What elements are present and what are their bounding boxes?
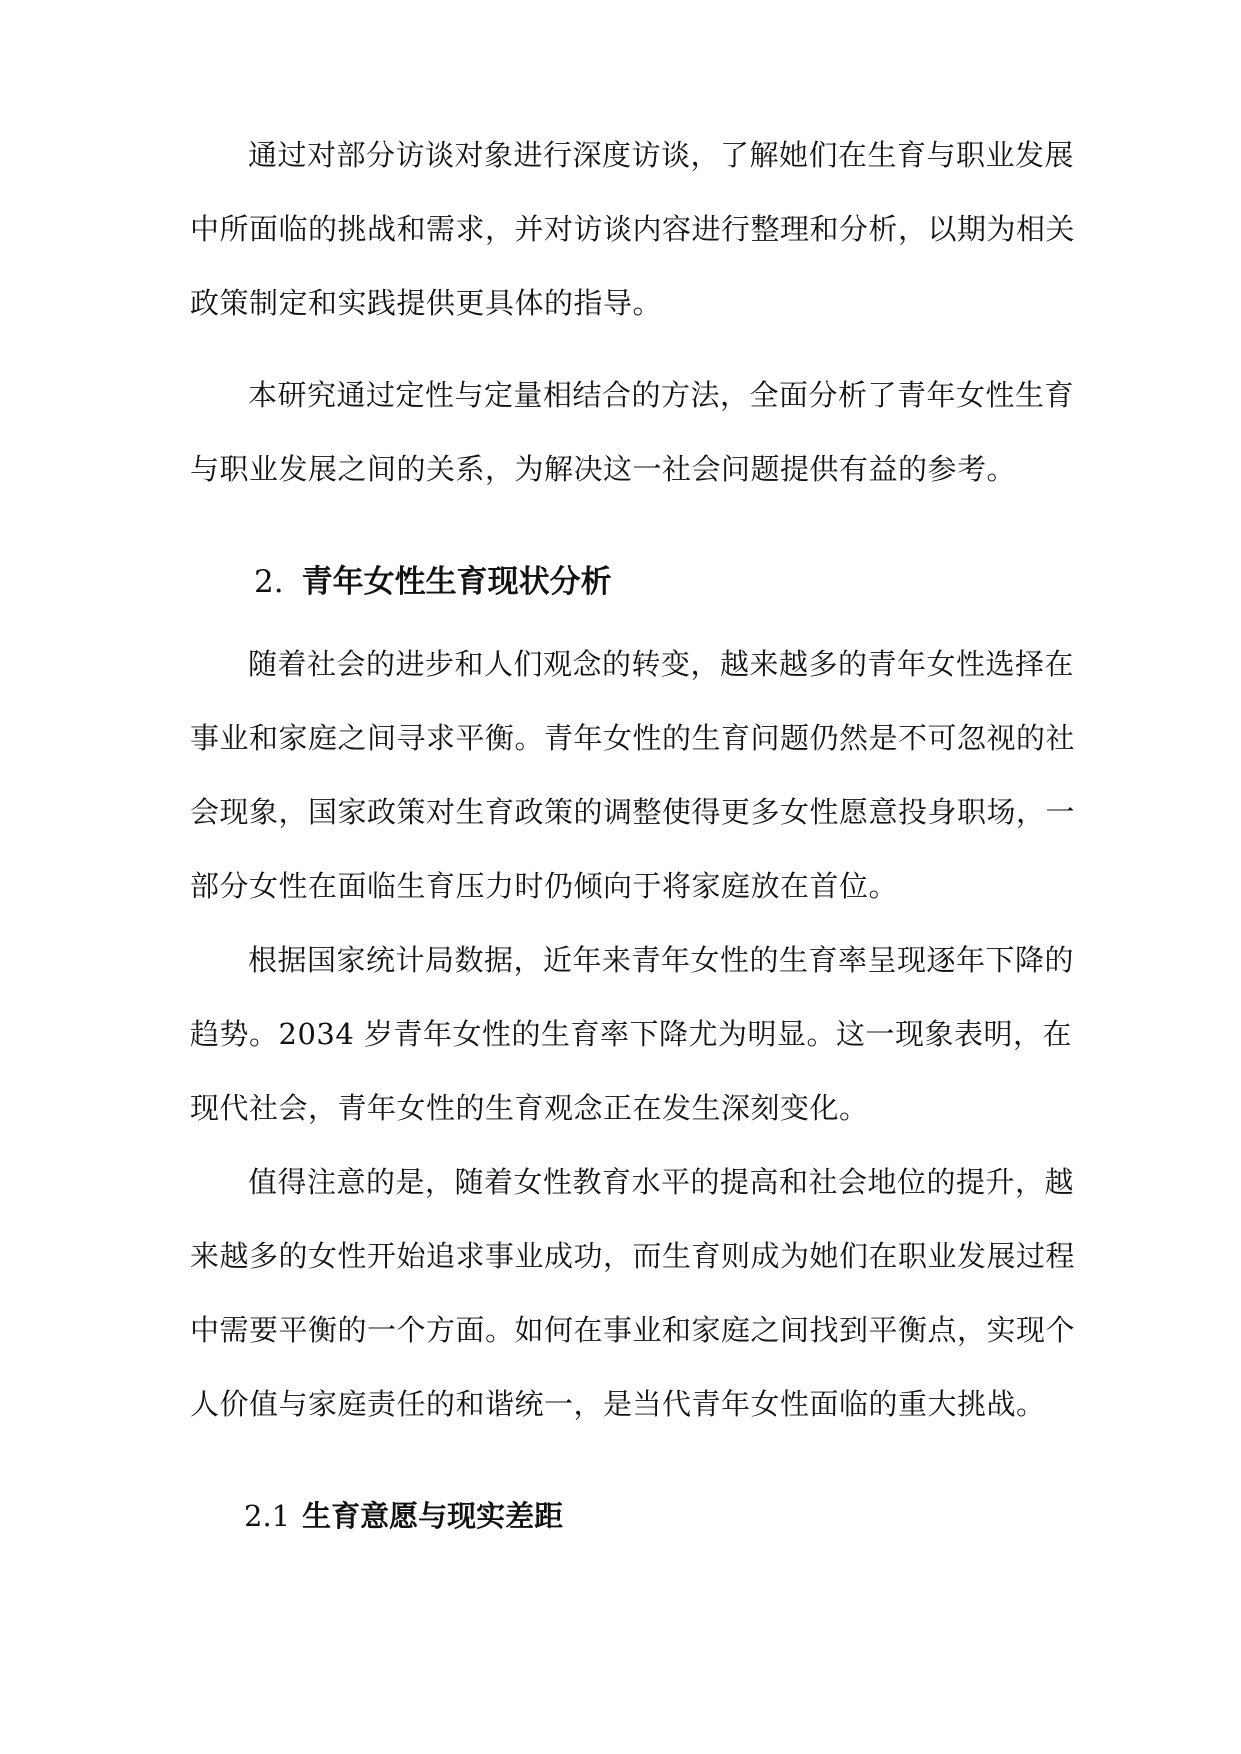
paragraph-line: 现代社会，青年女性的生育观念正在发生深刻变化。 xyxy=(190,1091,869,1125)
paragraph-line: 根据国家统计局数据，近年来青年女性的生育率呈现逐年下降的 xyxy=(248,943,1075,977)
paragraph-line: 趋势。2034 岁青年女性的生育率下降尤为明显。这一现象表明，在 xyxy=(190,1017,1073,1051)
paragraph-line: 会现象，国家政策对生育政策的调整使得更多女性愿意投身职场，一 xyxy=(190,795,1076,829)
paragraph-line: 通过对部分访谈对象进行深度访谈，了解她们在生育与职业发展 xyxy=(248,138,1075,172)
paragraph-line: 中需要平衡的一个方面。如何在事业和家庭之间找到平衡点，实现个 xyxy=(190,1313,1076,1347)
paragraph-line: 部分女性在面临生育压力时仍倾向于将家庭放在首位。 xyxy=(190,869,899,903)
paragraph-line: 政策制定和实践提供更具体的指导。 xyxy=(190,286,663,320)
paragraph-line: 本研究通过定性与定量相结合的方法，全面分析了青年女性生育 xyxy=(248,378,1075,412)
paragraph-line: 随着社会的进步和人们观念的转变，越来越多的青年女性选择在 xyxy=(248,647,1075,681)
subsection-heading xyxy=(244,1496,563,1536)
section-heading xyxy=(254,562,612,602)
paragraph-line: 与职业发展之间的关系，为解决这一社会问题提供有益的参考。 xyxy=(190,452,1017,486)
section-number: 2. xyxy=(254,564,284,600)
section-title: 青年女性生育现状分析 xyxy=(301,564,612,600)
paragraph-line: 人价值与家庭责任的和谐统一，是当代青年女性面临的重大挑战。 xyxy=(190,1387,1046,1421)
paragraph-line: 中所面临的挑战和需求，并对访谈内容进行整理和分析，以期为相关 xyxy=(190,212,1076,246)
paragraph-line: 值得注意的是，随着女性教育水平的提高和社会地位的提升，越 xyxy=(248,1165,1075,1199)
paragraph-line: 来越多的女性开始追求事业成功，而生育则成为她们在职业发展过程 xyxy=(190,1239,1076,1273)
paragraph-line: 事业和家庭之间寻求平衡。青年女性的生育问题仍然是不可忽视的社 xyxy=(190,721,1076,755)
subsection-number: 2.1 xyxy=(244,1499,291,1533)
subsection-title: 生育意愿与现实差距 xyxy=(302,1499,564,1533)
